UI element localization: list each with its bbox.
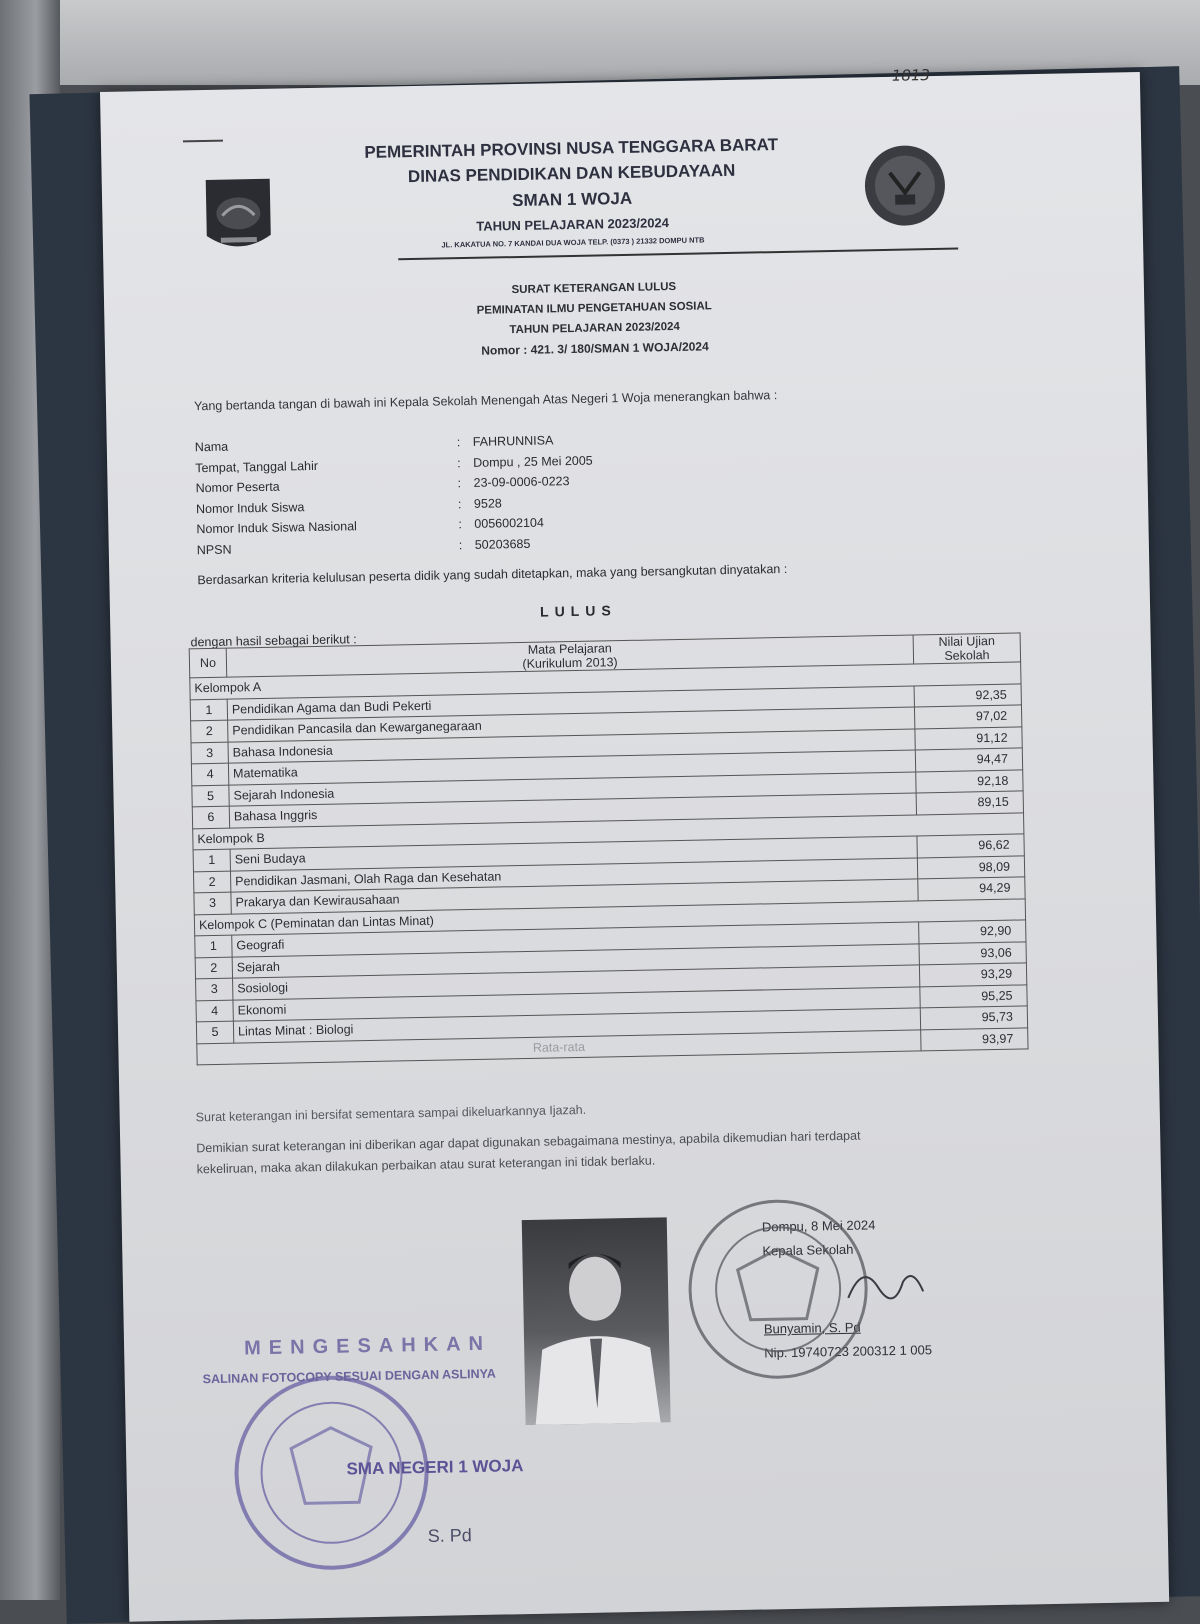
identity-row: Nomor Peserta : 23-09-0006-0223 xyxy=(195,474,570,496)
identity-row: Nomor Induk Siswa : 9528 xyxy=(195,495,502,516)
score-value: 97,02 xyxy=(914,705,1021,729)
signatory-nip: Nip. 19740723 200312 1 005 xyxy=(764,1342,933,1361)
signatory-position: Kepala Sekolah xyxy=(762,1241,854,1259)
title-line-2: PEMINATAN ILMU PENGETAHUAN SOSIAL xyxy=(476,300,712,317)
identity-row: NPSN : 50203685 xyxy=(196,536,531,557)
province-logo-icon xyxy=(202,175,276,258)
document-number: Nomor : 421. 3/ 180/SMAN 1 WOJA/2024 xyxy=(481,339,709,358)
national-student-id: 0056002104 xyxy=(474,515,545,531)
subject-name: Pendidikan Jasmani, Olah Raga dan Kesehatan xyxy=(230,857,917,892)
student-id: 9528 xyxy=(473,495,502,511)
stamp-school-name: SMA NEGERI 1 WOJA xyxy=(346,1456,524,1479)
exam-number: 23-09-0006-0223 xyxy=(473,474,570,490)
letterhead-school: SMAN 1 WOJA xyxy=(511,188,633,211)
row-number: 3 xyxy=(196,978,233,1000)
pen-mark xyxy=(183,140,223,143)
average-label: Rata-rata xyxy=(197,1029,921,1064)
birth-place-date: Dompu , 25 Mei 2005 xyxy=(473,453,593,470)
subject-name: Lintas Minat : Biologi xyxy=(233,1008,920,1043)
title-line-1: SURAT KETERANGAN LULUS xyxy=(511,280,677,297)
subject-name: Geografi xyxy=(232,922,919,957)
subject-name: Bahasa Inggris xyxy=(229,793,916,828)
group-name: Kelompok A xyxy=(190,662,1021,699)
letterhead-year: TAHUN PELAJARAN 2023/2024 xyxy=(476,215,670,234)
subject-name: Pendidikan Pancasila dan Kewarganegaraan xyxy=(228,707,915,742)
grades-table xyxy=(189,632,1029,1065)
closing-text: Demikian surat keterangan ini diberikan agar dapat digunakan sebagaimana mestinya, apabila dikemudian hari terdapat kekeliruan, maka akan dilakukan perbaikan atau surat keterangan ini tidak berlaku. xyxy=(196,1128,861,1177)
letterhead-department: DINAS PENDIDIKAN DAN KEBUDAYAAN xyxy=(407,160,736,187)
criteria-text: Berdasarkan kriteria kelulusan peserta didik yang sudah ditetapkan, maka yang bersangkutan dinyatakan : xyxy=(197,561,788,588)
student-identity xyxy=(195,427,897,563)
row-number: 5 xyxy=(196,1021,233,1043)
letterhead-divider xyxy=(398,248,958,261)
score-value: 98,09 xyxy=(917,855,1024,879)
stamp-copy-note: SALINAN FOTOCOPY SESUAI DENGAN ASLINYA xyxy=(202,1366,496,1387)
intro-text: Yang bertanda tangan di bawah ini Kepala Sekolah Menengah Atas Negeri 1 Woja menerangkan bahwa : xyxy=(193,388,778,414)
score-value: 92,90 xyxy=(919,920,1026,944)
title-line-3: TAHUN PELAJARAN 2023/2024 xyxy=(509,320,680,337)
subject-name: Prakarya dan Kewirausahaan xyxy=(231,879,918,914)
score-value: 94,29 xyxy=(918,877,1025,901)
row-number: 1 xyxy=(190,699,227,721)
identity-row: Nama : FAHRUNNISA xyxy=(194,433,554,455)
place-date: Dompu, 8 Mei 2024 xyxy=(761,1217,876,1235)
row-number: 3 xyxy=(191,742,228,764)
row-number: 4 xyxy=(196,1000,233,1022)
group-name: Kelompok B xyxy=(193,812,1024,849)
row-number: 2 xyxy=(191,720,228,742)
row-number: 6 xyxy=(192,806,229,828)
row-number: 1 xyxy=(193,849,230,871)
letterhead-province: PEMERINTAH PROVINSI NUSA TENGGARA BARAT xyxy=(364,134,779,162)
letterhead xyxy=(291,134,853,253)
stamp-legalize-text: MENGESAHKAN xyxy=(243,1332,492,1360)
subject-name: Matematika xyxy=(228,750,915,785)
row-number: 4 xyxy=(191,763,228,785)
letterhead-address: JL. KAKATUA NO. 7 KANDAI DUA WOJA TELP. (0373 ) 21332 DOMPU NTB xyxy=(441,235,705,250)
subject-name: Pendidikan Agama dan Budi Pekerti xyxy=(227,685,914,720)
score-value: 92,35 xyxy=(914,683,1021,707)
subject-name: Sosiologi xyxy=(233,965,920,1000)
col-no-header: No xyxy=(189,648,227,678)
result-status: LULUS xyxy=(539,602,617,620)
group-name: Kelompok C (Peminatan dan Lintas Minat) xyxy=(194,898,1025,935)
document-title xyxy=(354,274,835,363)
score-value: 95,25 xyxy=(920,984,1027,1008)
score-value: 89,15 xyxy=(916,791,1023,815)
temporary-note: Surat keterangan ini bersifat sementara sampai dikeluarkannya Ijazah. xyxy=(195,1102,587,1125)
signatory-name: Bunyamin, S. Pd xyxy=(763,1319,861,1337)
subject-name: Bahasa Indonesia xyxy=(228,728,915,763)
col-score-header: Nilai Ujian Sekolah xyxy=(913,633,1021,664)
average-value: 93,97 xyxy=(921,1027,1028,1051)
npsn: 50203685 xyxy=(474,536,531,552)
row-number: 1 xyxy=(195,935,232,957)
score-value: 91,12 xyxy=(915,726,1022,750)
score-value: 92,18 xyxy=(916,769,1023,793)
subject-name: Sejarah xyxy=(232,943,919,978)
row-number: 3 xyxy=(194,892,231,914)
score-value: 95,73 xyxy=(920,1006,1027,1030)
stamp-signature-suffix: S. Pd xyxy=(427,1525,472,1546)
handwritten-page-note: 1813 xyxy=(891,66,931,85)
row-number: 5 xyxy=(192,785,229,807)
row-number: 2 xyxy=(193,871,230,893)
score-value: 96,62 xyxy=(917,834,1024,858)
certificate-paper xyxy=(100,66,1169,1622)
subject-name: Ekonomi xyxy=(233,986,920,1021)
signature-scribble-icon xyxy=(843,1256,934,1318)
identity-row: Nomor Induk Siswa Nasional : 0056002104 xyxy=(196,515,545,537)
col-subject-header: Mata Pelajaran (Kurikulum 2013) xyxy=(226,635,913,677)
student-photo xyxy=(522,1217,671,1425)
school-logo-icon xyxy=(861,142,949,230)
student-name: FAHRUNNISA xyxy=(472,433,554,449)
row-number: 2 xyxy=(195,957,232,979)
score-value: 93,29 xyxy=(919,963,1026,987)
identity-row: Tempat, Tanggal Lahir : Dompu , 25 Mei 2005 xyxy=(195,453,593,475)
results-intro: dengan hasil sebagai berikut : xyxy=(190,632,357,650)
subject-name: Sejarah Indonesia xyxy=(229,771,916,806)
subject-name: Seni Budaya xyxy=(230,836,917,871)
score-value: 93,06 xyxy=(919,941,1026,965)
score-value: 94,47 xyxy=(915,748,1022,772)
